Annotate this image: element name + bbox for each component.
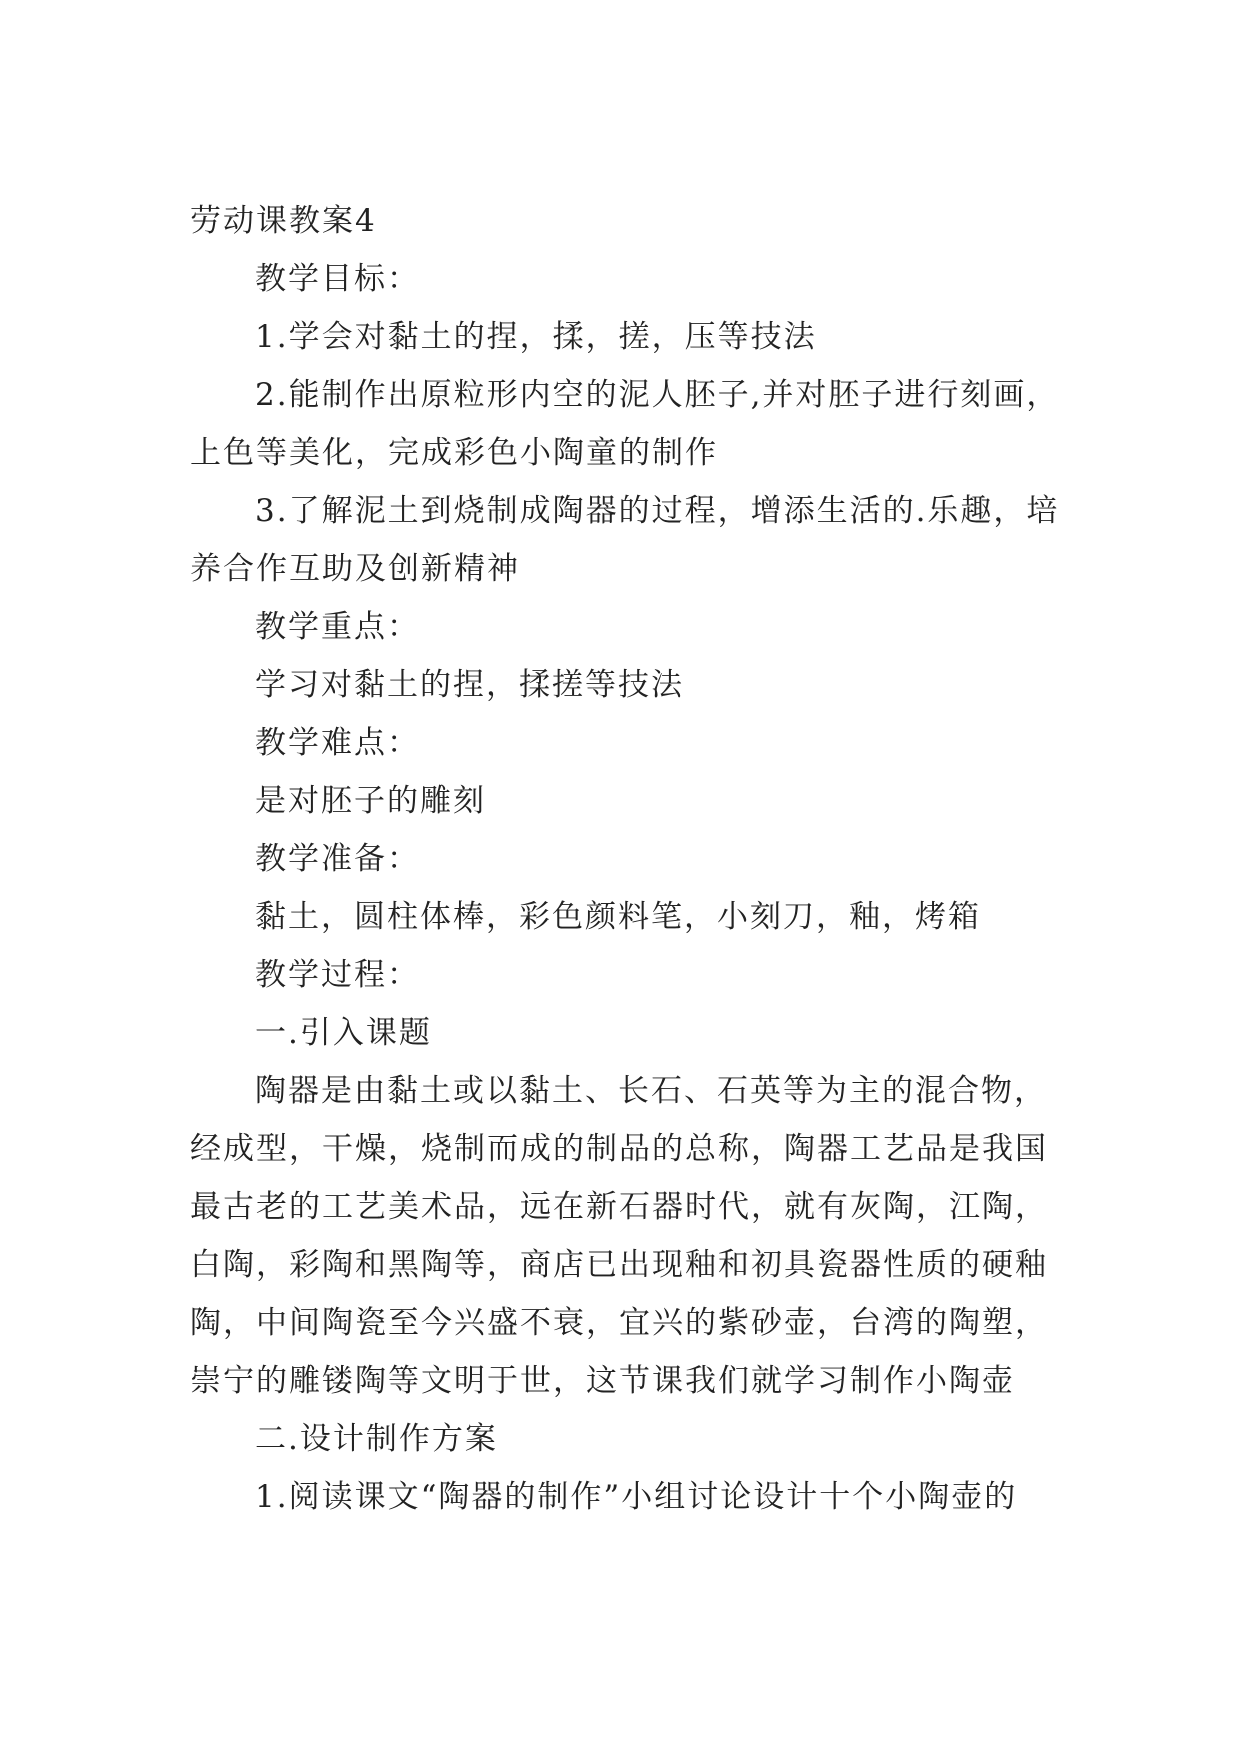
preparation-text: 黏土，圆柱体棒，彩色颜料笔，小刻刀，釉，烤箱 — [255, 899, 981, 935]
section-2-item-1: 1.阅读课文“陶器的制作”小组讨论设计十个小陶壶的 — [255, 1479, 1018, 1515]
objective-1: 1.学会对黏土的捏，揉，搓，压等技法 — [255, 319, 817, 355]
objective-2: 2.能制作出原粒形内空的泥人胚子,并对胚子进行刻画，上色等美化，完成彩色小陶童的制作 — [190, 377, 1060, 471]
intro-paragraph: 陶器是由黏土或以黏土、长石、石英等为主的混合物，经成型，干燥，烧制而成的制品的总称，陶器工艺品是我国最古老的工艺美术品，远在新石器时代，就有灰陶，江陶，白陶，彩陶和黑陶等，商店已出现釉和初具瓷器性质的硬釉陶，中间陶瓷至今兴盛不衰，宜兴的紫砂壶，台湾的陶塑，崇宁的雕镂陶等文明于世，这节课我们就学习制作小陶壶 — [190, 1073, 1048, 1399]
section-1-heading: 一.引入课题 — [255, 1015, 432, 1051]
heading-process: 教学过程： — [255, 957, 420, 993]
key-points-text: 学习对黏土的捏，揉搓等技法 — [255, 667, 684, 703]
heading-difficulties: 教学难点： — [255, 725, 420, 761]
heading-key-points: 教学重点： — [255, 609, 420, 645]
heading-preparation: 教学准备： — [255, 841, 420, 877]
document-body — [190, 192, 1070, 1526]
heading-teaching-objectives: 教学目标： — [255, 261, 420, 297]
section-2-heading: 二.设计制作方案 — [255, 1421, 498, 1457]
document-title: 劳动课教案4 — [190, 203, 377, 239]
difficulties-text: 是对胚子的雕刻 — [255, 783, 486, 819]
objective-3: 3.了解泥土到烧制成陶器的过程，增添生活的.乐趣，培养合作互助及创新精神 — [190, 493, 1060, 587]
